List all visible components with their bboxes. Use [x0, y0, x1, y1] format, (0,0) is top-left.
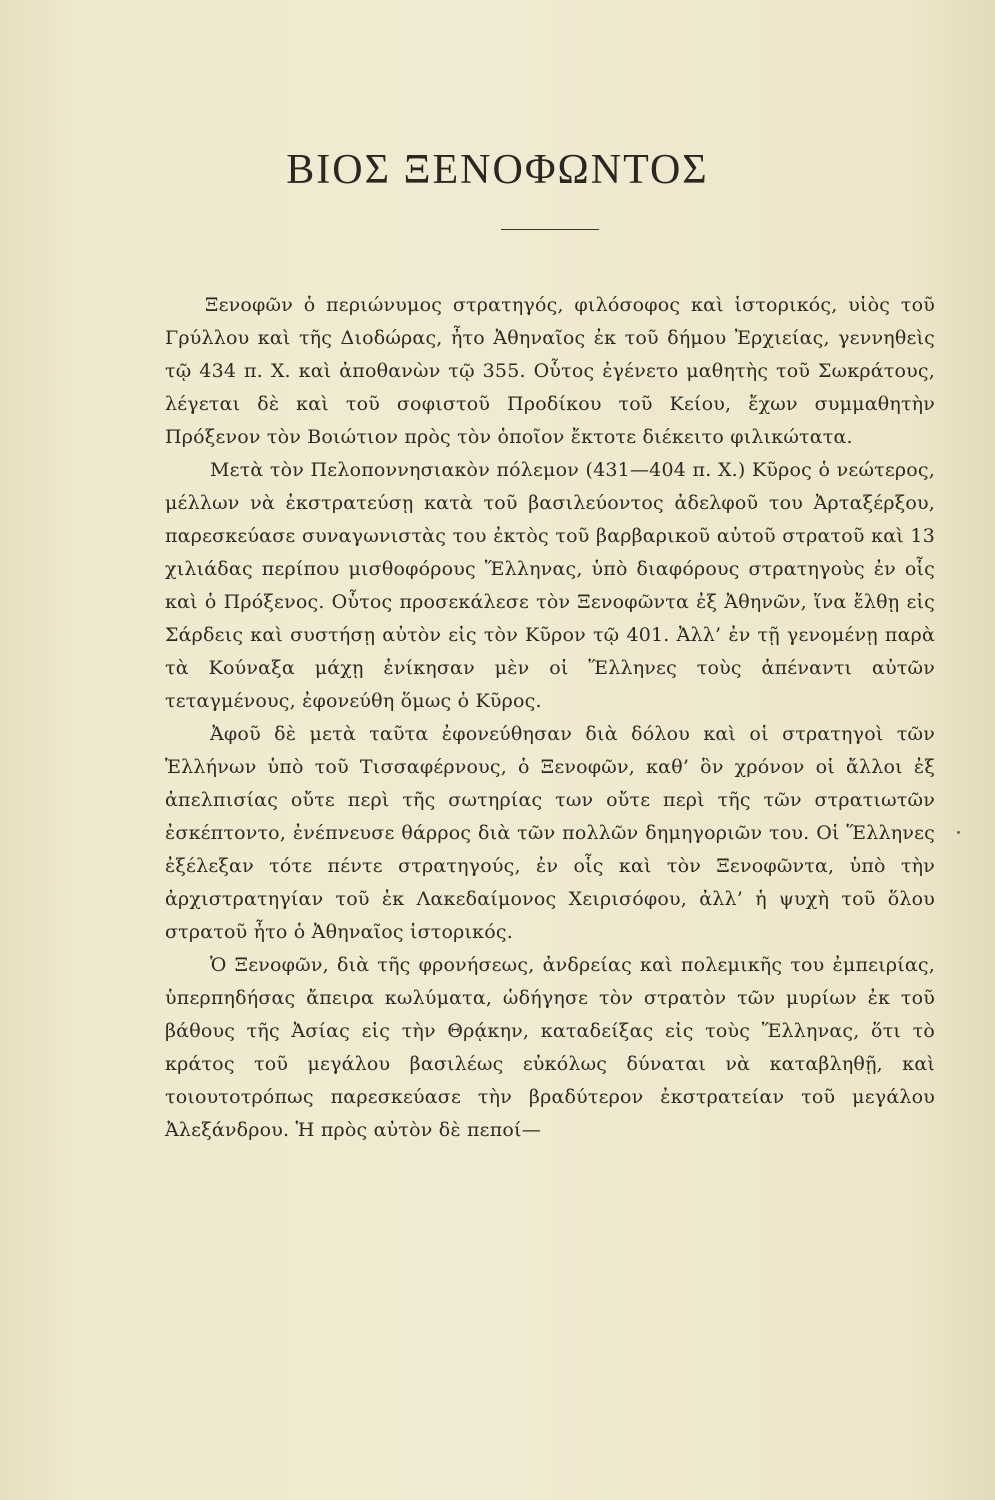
paragraph-1: Ξενοφῶν ὁ περιώνυμος στρατηγός, φιλόσοφος καὶ ἱστορικός, υἱὸς τοῦ Γρύλλου καὶ τῆς Διοδώρας, ἦτο Ἀθηναῖος ἐκ τοῦ δήμου Ἐρχιείας, γεννηθεὶς τῷ 434 π. Χ. καὶ ἀποθανὼν τῷ 355. Οὗτος ἐγένετο μαθητὴς τοῦ Σωκράτους, λέγεται δὲ καὶ τοῦ σοφιστοῦ Προδίκου τοῦ Κείου, ἔχων συμμαθητὴν Πρόξενον τὸν Βοιώτιον πρὸς τὸν ὁποῖον ἔκτοτε διέκειτο φιλικώτατα.	[165, 294, 935, 448]
paper-speck	[957, 831, 960, 834]
paragraph-2: Μετὰ τὸν Πελοποννησιακὸν πόλεμον (431—404 π. Χ.) Κῦρος ὁ νεώτερος, μέλλων νὰ ἐκστρατεύσῃ κατὰ τοῦ βασιλεύοντος ἀδελφοῦ του Ἀρταξέρξου, παρεσκεύασε συναγωνιστὰς του ἐκτὸς τοῦ βαρβαρικοῦ αὐτοῦ στρατοῦ καὶ 13 χιλιάδας περίπου μισθοφόρους Ἕλληνας, ὑπὸ διαφόρους στρατηγοὺς ἐν οἷς καὶ ὁ Πρόξενος. Οὗτος προσεκάλεσε τὸν Ξενοφῶντα ἐξ Ἀθηνῶν, ἵνα ἔλθῃ εἰς Σάρδεις καὶ συστήσῃ αὐτὸν εἰς τὸν Κῦρον τῷ 401. Ἀλλ’ ἐν τῇ γενομένῃ παρὰ τὰ Κούναξα μάχῃ ἐνίκησαν μὲν οἱ Ἕλληνες τοὺς ἀπέναντι αὐτῶν τεταγμένους, ἐφονεύθη ὅμως ὁ Κῦρος.	[165, 459, 935, 712]
paragraph-3: Ἀφοῦ δὲ μετὰ ταῦτα ἐφονεύθησαν διὰ δόλου καὶ οἱ στρατηγοὶ τῶν Ἑλλήνων ὑπὸ τοῦ Τισσαφέρνους, ὁ Ξενοφῶν, καθ’ ὃν χρόνον οἱ ἄλλοι ἐξ ἀπελπισίας οὔτε περὶ τῆς σωτηρίας των οὔτε περὶ τῆς τῶν στρατιωτῶν ἐσκέπτοντο, ἐνέπνευσε θάρρος διὰ τῶν πολλῶν δημηγοριῶν του. Οἱ Ἕλληνες ἐξέλεξαν τότε πέντε στρατηγούς, ἐν οἷς καὶ τὸν Ξενοφῶντα, ὑπὸ τὴν ἀρχιστρατηγίαν τοῦ ἐκ Λακεδαίμονος Χειρισόφου, ἀλλ’ ἡ ψυχὴ τοῦ ὅλου στρατοῦ ἦτο ὁ Ἀθηναῖος ἱστορικός.	[165, 723, 935, 943]
main-text	[165, 289, 935, 1147]
page-title: ΒΙΟΣ ΞΕΝΟΦΩΝΤΟΣ	[286, 147, 709, 193]
title-divider	[501, 229, 599, 230]
paragraph-4: Ὁ Ξενοφῶν, διὰ τῆς φρονήσεως, ἀνδρείας καὶ πολεμικῆς του ἐμπειρίας, ὑπερπηδήσας ἄπειρα κωλύματα, ὡδήγησε τὸν στρατὸν τῶν μυρίων ἐκ τοῦ βάθους τῆς Ἀσίας εἰς τὴν Θρᾴκην, καταδείξας εἰς τοὺς Ἕλληνας, ὅτι τὸ κράτος τοῦ μεγάλου βασιλέως εὐκόλως δύναται νὰ καταβληθῇ, καὶ τοιουτοτρόπως παρεσκεύασε τὴν βραδύτερον ἐκστρατείαν τοῦ μεγάλου Ἀλεξάνδρου. Ἡ πρὸς αὐτὸν δὲ πεποί—	[165, 954, 935, 1141]
